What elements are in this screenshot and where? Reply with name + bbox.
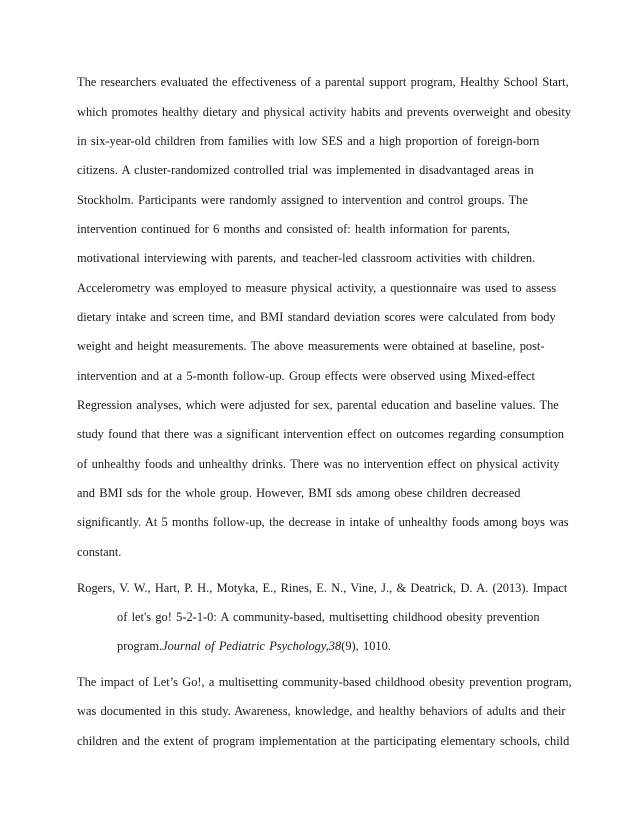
- text-line: Accelerometry was employed to measure physical activity, a questionnaire was used to assess: [77, 281, 557, 295]
- reference-line: Rogers, V. W., Hart, P. H., Motyka, E., Rines, E. N., Vine, J., & Deatrick, D. A. (2013). Impact: [77, 581, 568, 595]
- text-line: constant.: [77, 545, 122, 559]
- text-line: The researchers evaluated the effectiveness of a parental support program, Healthy School Start,: [77, 75, 569, 89]
- text-line: significantly. At 5 months follow-up, the decrease in intake of unhealthy foods among boys was: [77, 515, 569, 529]
- text-line: children and the extent of program implementation at the participating elementary schools, child: [77, 734, 570, 748]
- text-line: motivational interviewing with parents, and teacher-led classroom activities with children.: [77, 251, 536, 265]
- text-line: and BMI sds for the whole group. However, BMI sds among obese children decreased: [77, 486, 521, 500]
- text-line: weight and height measurements. The above measurements were obtained at baseline, post-: [77, 339, 545, 353]
- text-line: was documented in this study. Awareness, knowledge, and healthy behaviors of adults and their: [77, 704, 566, 718]
- reference-line: [117, 638, 391, 654]
- text-line: in six-year-old children from families with low SES and a high proportion of foreign-born: [77, 134, 540, 148]
- reference-text: (9), 1010.: [341, 639, 391, 653]
- text-line: Stockholm. Participants were randomly assigned to intervention and control groups. The: [77, 193, 528, 207]
- text-line: dietary intake and screen time, and BMI standard deviation scores were calculated from body: [77, 310, 556, 324]
- text-line: of unhealthy foods and unhealthy drinks. There was no intervention effect on physical activity: [77, 457, 560, 471]
- text-line: study found that there was a significant intervention effect on outcomes regarding consumption: [77, 427, 564, 441]
- reference-line: of let's go! 5-2-1-0: A community-based, multisetting childhood obesity prevention: [117, 610, 540, 624]
- text-line: citizens. A cluster-randomized controlled trial was implemented in disadvantaged areas in: [77, 163, 534, 177]
- text-line: intervention and at a 5-month follow-up. Group effects were observed using Mixed-effect: [77, 369, 535, 383]
- text-line: intervention continued for 6 months and consisted of: health information for parents,: [77, 222, 511, 236]
- text-line: The impact of Let’s Go!, a multisetting community-based childhood obesity prevention program,: [77, 675, 572, 689]
- journal-title: Journal of Pediatric Psychology,38: [162, 639, 342, 653]
- reference-text: program.: [117, 639, 163, 653]
- text-line: which promotes healthy dietary and physical activity habits and prevents overweight and obesity: [77, 105, 572, 119]
- text-line: Regression analyses, which were adjusted for sex, parental education and baseline values. The: [77, 398, 559, 412]
